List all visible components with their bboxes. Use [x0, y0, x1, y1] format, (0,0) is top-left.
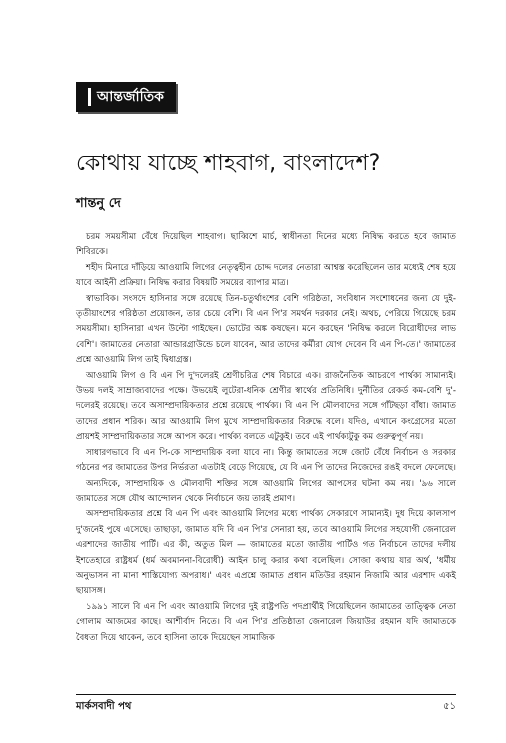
paragraph: চরম সময়সীমা বেঁধে দিয়েছিল শাহবাগ। ছাব্বিশে মার্চ, স্বাধীনতা দিনের মধ্যে নিষিদ্ধ করতে হবে জামাত শিবিরকে।	[76, 232, 456, 258]
paragraph: অন্যদিকে, সাম্প্রদায়িক ও মৌলবাদী শক্তির সঙ্গে আওয়ামি লিগের আপসের ঘটনা কম নয়। '৯৬ সালে জামাতের সঙ্গে যৌথ আন্দোলন থেকে নির্বাচনে জয় তারই প্রমাণ।	[76, 478, 456, 504]
paragraph: অসম্প্রদায়িকতার প্রশ্নে বি এন পি এবং আওয়ামি লিগের মধ্যে পার্থক্য সেকারণে সামান্যই। দুধ দিয়ে কালসাপ দু'জনেই পুষে এসেছে। তাছাড়া, জামাত যদি বি এন পি'র সেনারা হয়, তবে আওয়ামি লিগের সহযোগী জেনারেল এরশাদের জাতীয় পার্টি। এর কী, অতুত মিল — জামাতের মতো জাতীয় পার্টিও গত নির্বাচনে তাদের দলীয় ইশতেহারে রাষ্ট্রধর্ম (ধর্ম অবমাননা-বিরোধী) আইন চালু করার কথা বলেছিল। সোজা কথায় যার অর্থ, 'ধর্মীয় অনুভাসন না মানা শাস্তিযোগ্য অপরাধ।' এবং এপ্রশ্নে জামাত প্রধান মতিউর রহমান নিজামি আর এরশাদ একই ছায়াসঙ্গ।	[76, 509, 456, 597]
section-tag-bar	[88, 88, 91, 106]
paragraph: আওয়ামি লিগ ও বি এন পি দু'দলেরই শ্রেণীচরিত্র শেষ বিচারে এক। রাজনৈতিক আচরণে পার্থক্য সামান্যই। উভয় দলই সাম্রাজ্যবাদের পক্ষে। উভয়েই লুটেরা-ধনিক শ্রেণীর স্বার্থের প্রতিনিধি। দুর্নীতির রেকর্ড কম-বেশি দু'-দলেরই রয়েছে। তবে অসাম্প্রদায়িকতার প্রশ্নে রয়েছে পার্থক্য। বি এন পি মৌলবাদের সঙ্গে গাঁটছড়া বাঁধা। জামাত তাদের প্রধান শরিক। আর আওয়ামি লিগ মুখে সাম্প্রদায়িকতার বিরুদ্ধে বলে। যদিও, এখানে কংগ্রেসের মতো প্রায়শই সাম্প্রদায়িকতার সঙ্গে আপস করে। পার্থক্য বলতে এটুকুই। তবে এই পার্থক্যটুকু কম গুরুত্বপূর্ণ নয়।	[76, 370, 456, 443]
article-body	[76, 230, 456, 646]
article-author: শান্তনু দে	[76, 196, 121, 211]
paragraph: ১৯৯১ সালে বি এন পি এবং আওয়ামি লিগের দুই রাষ্ট্রপতি পদপ্রার্থীই গিয়েছিলেন জামাতের তাত্ত্বিক নেতা গোলাম আজমের কাছে। আশীর্বাদ নিতে। বি এন পি'র প্রতিষ্ঠাতা জেনারেল জিয়াউর রহমান যদি জামাতকে বৈধতা দিয়ে থাকেন, তবে হাসিনা তাকে দিয়েছেন সামাজিক	[76, 601, 456, 643]
section-tag	[76, 82, 176, 112]
article-title: কোথায় যাচ্ছে শাহবাগ, বাংলাদেশ?	[76, 151, 381, 176]
paragraph: স্বাভাবিক। সংসদে হাসিনার সঙ্গে রয়েছে তিন-চতুর্থাংশের বেশি গরিষ্ঠতা, সংবিধান সংশোধনের জন্য যে দুই-তৃতীয়াংশের গরিষ্ঠতা প্রয়োজন, তার চেয়ে বেশি। বি এন পি'র সমর্থন দরকার নেই। অথচ, পেরিয়ে গিয়েছে চরম সময়সীমা। হাসিনারা এখন উল্টো গাইছেন। ভোটের অঙ্ক কষছেন। মনে করছেন 'নিষিদ্ধ করলে বিরোধীদের লাভ বেশি'। জামাতের নেতারা আন্ডারগ্রাউন্ডে চলে যাবেন, আর তাদের কর্মীরা যোগ দেবেন বি এন পি-তে।' জামাতের প্রশ্নে আওয়ামি লিগ তাই দ্বিধাগ্রস্ত।	[76, 293, 456, 366]
publication-name: মার্কসবাদী পথ	[76, 701, 132, 712]
section-tag-label: আন্তর্জাতিক	[97, 89, 164, 105]
paragraph: সাধারণভাবে বি এন পি-কে সাম্প্রদায়িক বলা যাবে না। কিন্তু জামাতের সঙ্গে জোট বেঁধে নির্বাচন ও সরকার গঠনের পর জামাতের উপর নির্ভরতা এতটাই বেড়ে গিয়েছে, যে বি এন পি তাদের নিজেদের রঙই বদলে ফেলেছে।	[76, 447, 456, 474]
page-number: ৫১	[443, 701, 456, 712]
paragraph: শহীদ মিনারে দাঁড়িয়ে আওয়ামি লিগের নেতৃত্বহীন চোদ্দ দলের নেতারা আশ্বস্ত করেছিলেন তার মধ্যেই শেষ হয়ে যাবে আইনী প্রক্রিয়া। নিষিদ্ধ করার বিষয়টি সময়ের ব্যাপার মাত্র।	[76, 262, 456, 289]
footer-rule	[76, 694, 456, 695]
